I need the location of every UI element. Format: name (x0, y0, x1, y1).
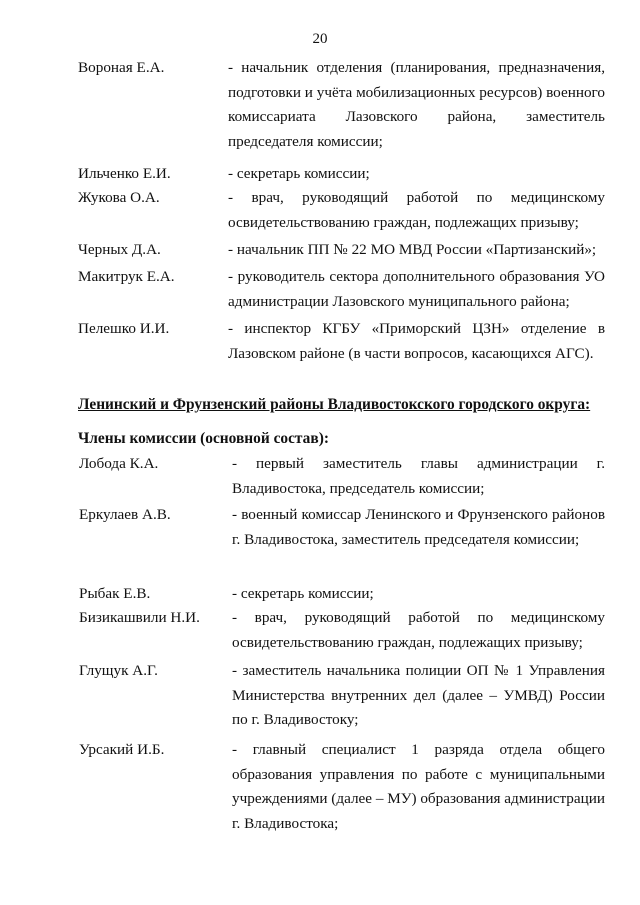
member-role: - первый заместитель главы администрации г. Владивостока, председатель комиссии; (232, 455, 605, 497)
member-name: Урсакий И.Б. (79, 741, 165, 758)
member-name: Еркулаев А.В. (79, 506, 171, 523)
member-role: - руководитель сектора дополнительного образования УО администрации Лазовского муниципального района; (228, 268, 605, 310)
member-name: Бизикашвили Н.И. (79, 609, 200, 626)
member-name: Рыбак Е.В. (79, 585, 151, 602)
member-name: Ильченко Е.И. (78, 165, 171, 182)
member-name: Глущук А.Г. (79, 662, 158, 679)
member-role: - военный комиссар Ленинского и Фрунзенского районов г. Владивостока, заместитель председателя комиссии; (232, 506, 605, 548)
member-name: Пелешко И.И. (78, 320, 170, 337)
member-name: Макитрук Е.А. (78, 268, 175, 285)
subsection-heading: Члены комиссии (основной состав): (78, 430, 329, 447)
member-role: - инспектор КГБУ «Приморский ЦЗН» отделение в Лазовском районе (в части вопросов, касающихся АГС). (228, 320, 605, 362)
member-name: Черных Д.А. (78, 241, 161, 258)
member-role: - заместитель начальника полиции ОП № 1 Управления Министерства внутренних дел (далее – УМВД) России по г. Владивостоку; (232, 662, 605, 728)
member-role: - начальник ПП № 22 МО МВД России «Партизанский»; (228, 241, 597, 258)
member-role: - врач, руководящий работой по медицинскому освидетельствованию граждан, подлежащих призыву; (228, 189, 605, 231)
member-name: Лобода К.А. (79, 455, 159, 472)
member-name: Жукова О.А. (78, 189, 160, 206)
member-role: - секретарь комиссии; (228, 165, 370, 182)
page-number: 20 (312, 31, 328, 47)
member-role: - секретарь комиссии; (232, 585, 374, 602)
member-name: Вороная Е.А. (78, 59, 165, 76)
member-role: - начальник отделения (планирования, предназначения, подготовки и учёта мобилизационных ресурсов) военного комиссариата Лазовского района, заместитель председателя комиссии; (228, 59, 605, 150)
member-role: - врач, руководящий работой по медицинскому освидетельствованию граждан, подлежащих призыву; (232, 609, 605, 651)
section-heading: Ленинский и Фрунзенский районы Владивостокского городского округа: (78, 396, 591, 413)
member-role: - главный специалист 1 разряда отдела общего образования управления по работе с муниципальными учреждениями (далее – МУ) образования администрации г. Владивостока; (232, 741, 605, 832)
